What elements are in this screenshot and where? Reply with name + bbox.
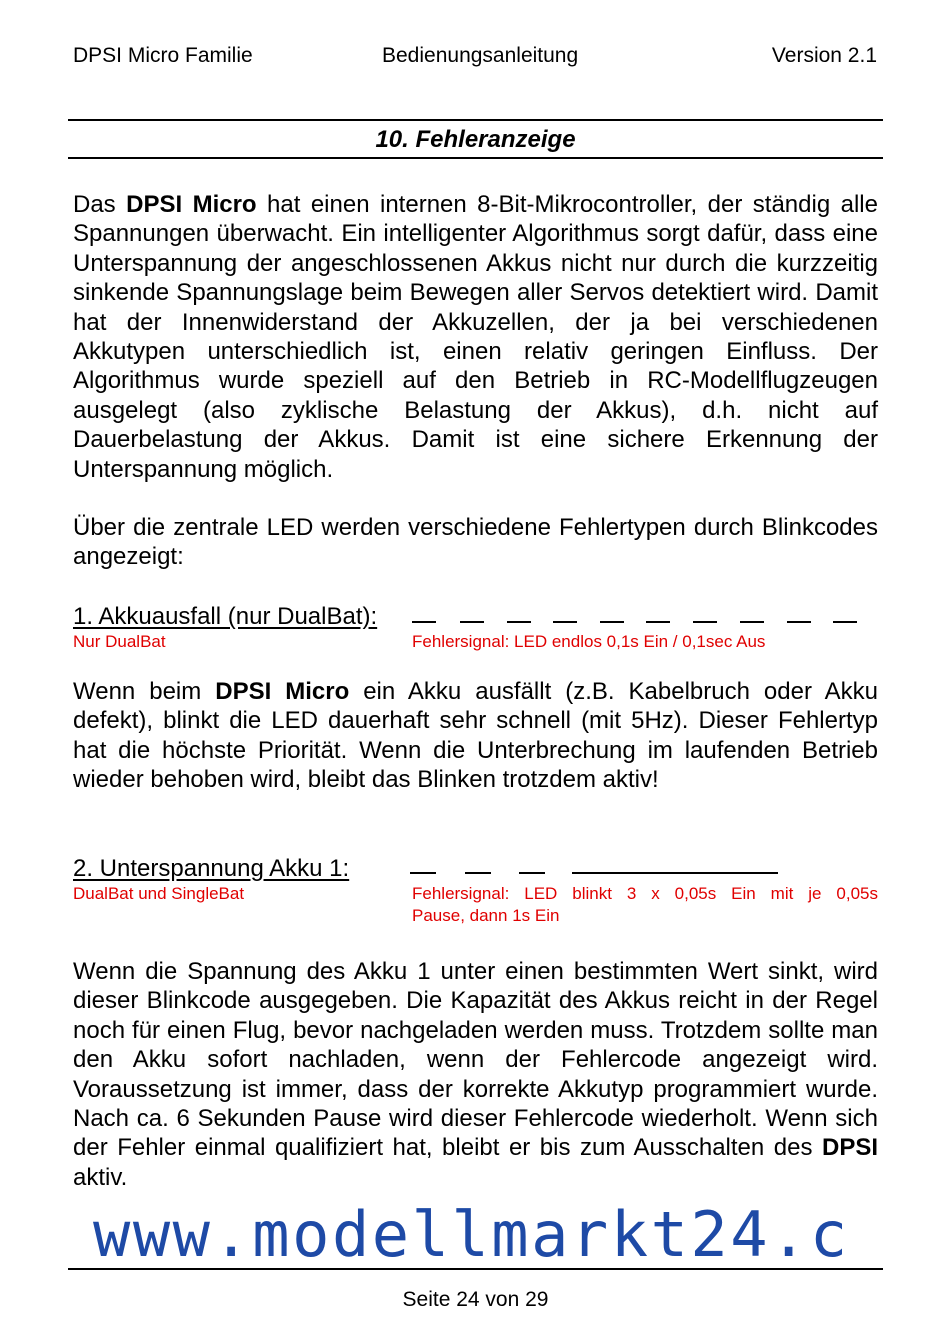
- header-right: Version 2.1: [771, 44, 877, 67]
- error2-signal-line1: Fehlersignal: LED blinkt 3 x 0,05s Ein mit je 0,05s: [412, 884, 878, 903]
- error1-signal: Fehlersignal: LED endlos 0,1s Ein / 0,1sec Aus: [412, 632, 766, 651]
- product-name: DPSI: [821, 1134, 878, 1162]
- error1-applies-to: Nur DualBat: [73, 632, 166, 651]
- page-number: Seite 24 von 29: [402, 1288, 549, 1311]
- error2-heading: 2. Unterspannung Akku 1:: [73, 855, 350, 882]
- blink-intro-paragraph: Über die zentrale LED werden verschiedene Fehlertypen durch Blinkcodes angezeigt:: [73, 514, 878, 571]
- error2-applies-to: DualBat und SingleBat: [73, 884, 245, 903]
- footer-rule: [68, 1268, 883, 1270]
- title-rule-top: [68, 119, 883, 121]
- error2-description: Wenn die Spannung des Akku 1 unter einen bestimmten Wert sinkt, wird dieser Blinkcode ausgegeben. Die Kapazität des Akkus reicht in der Regel noch für einen Flug, bevor nachgeladen werden muss. Trotzdem sollte man den Akku sofort nachladen, wenn der Fehlercode angezeigt wird. Voraussetzung ist immer, dass der korrekte Akkutyp programmiert wurde. Nach ca. 6 Sekunden Pause wird dieser Fehlercode wiederholt. Wenn sich der Fehler einmal qualifiziert hat, bleibt er bis zum Ausschalten des DPSI aktiv.: [73, 958, 878, 1191]
- intro-paragraph: Das DPSI Micro hat einen internen 8-Bit-Mikrocontroller, der ständig alle Spannungen überwacht. Ein intelligenter Algorithmus sorgt dafür, dass eine Unterspannung der angeschlossenen Akkus nicht nur durch die kurzzeitig sinkende Spannungslage beim Bewegen aller Servos detektiert wird. Damit hat der Innenwiderstand der Akkuzellen, der ja bei verschiedenen Akkutypen unterschiedlich ist, einen relativ geringen Einfluss. Der Algorithmus wurde speziell auf den Betrieb in RC-Modellflugzeugen ausgelegt (also zyklische Belastung der Akkus), d.h. nicht auf Dauerbelastung der Akkus. Damit ist eine sichere Erkennung der Unterspannung möglich.: [73, 191, 878, 483]
- header-left: DPSI Micro Familie: [73, 44, 253, 67]
- product-name: DPSI Micro: [215, 678, 350, 705]
- title-rule-bottom: [68, 157, 883, 159]
- error1-heading: 1. Akkuausfall (nur DualBat):: [73, 603, 378, 630]
- header-center: Bedienungsanleitung: [382, 44, 579, 67]
- error2-signal-line2: Pause, dann 1s Ein: [412, 906, 560, 925]
- error1-description: Wenn beim DPSI Micro ein Akku ausfällt (z.B. Kabelbruch oder Akku defekt), blinkt die LED dauerhaft sehr schnell (mit 5Hz). Dieser Fehlertyp hat die höchste Priorität. Wenn die Unterbrechung im laufenden Betrieb wieder behoben wird, bleibt das Blinken trotzdem aktiv!: [73, 678, 878, 794]
- watermark-url: www.modellmarkt24.c: [93, 1198, 850, 1271]
- product-name: DPSI Micro: [126, 191, 257, 218]
- section-title: 10. Fehleranzeige: [375, 126, 576, 153]
